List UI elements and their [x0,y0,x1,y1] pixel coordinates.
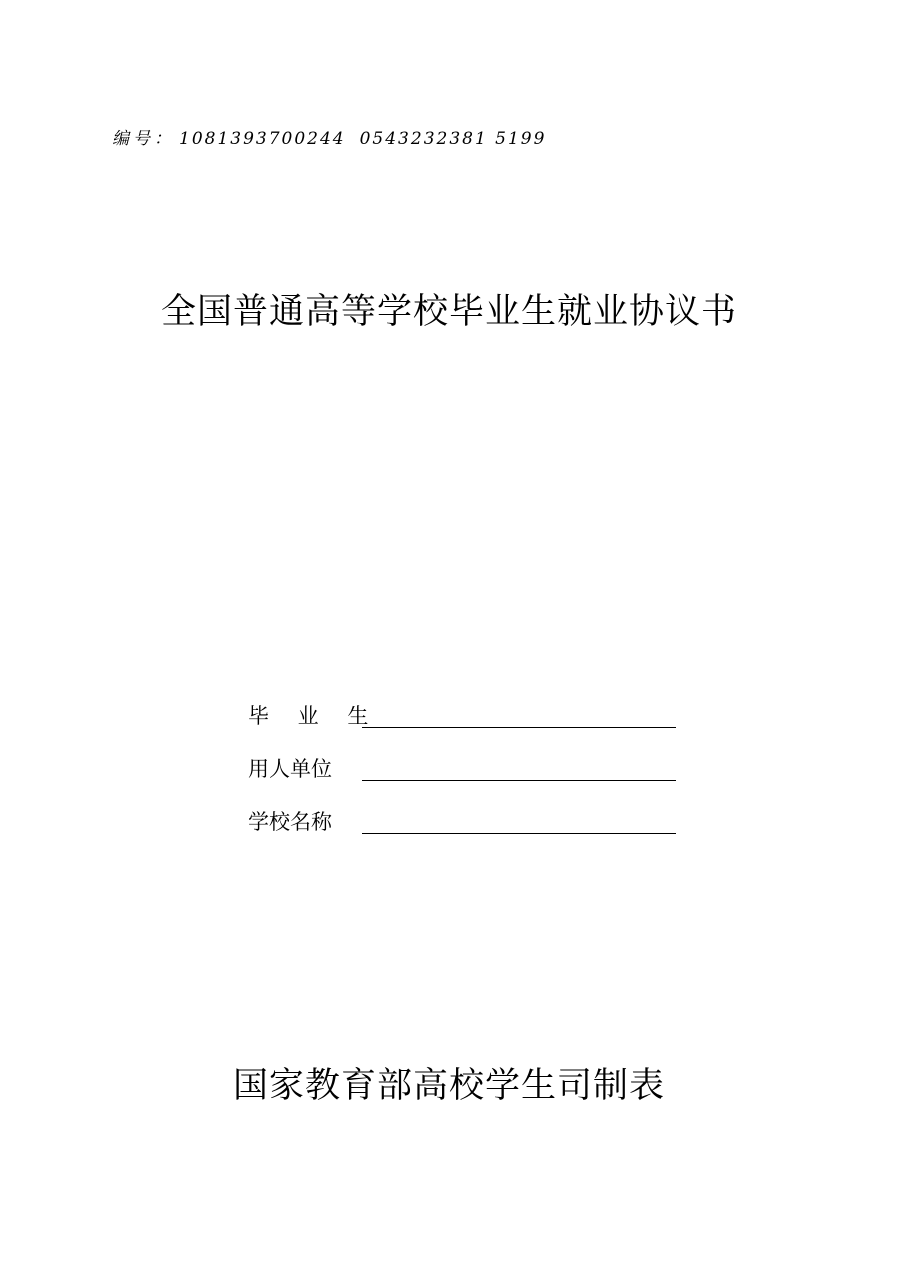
cover-fields [248,702,380,861]
issuer-footer: 国家教育部高校学生司制表 [232,1066,665,1106]
field-employer-line[interactable] [362,780,676,781]
field-school [248,808,356,861]
serial-number-value-2: 0543232381 5199 [359,129,547,149]
serial-number-label: 编号： [112,129,175,149]
field-graduate [248,702,380,755]
field-school-line[interactable] [362,833,676,834]
field-school-label: 学校名称 [248,810,332,834]
document-title: 全国普通高等学校毕业生就业协议书 [160,292,737,332]
serial-number-value-1: 1081393700244 [179,129,346,149]
field-employer-label: 用人单位 [248,757,332,781]
field-employer [248,755,356,808]
field-graduate-label: 毕 业 生 [248,704,380,728]
field-graduate-line[interactable] [362,727,676,728]
serial-number [112,124,546,149]
